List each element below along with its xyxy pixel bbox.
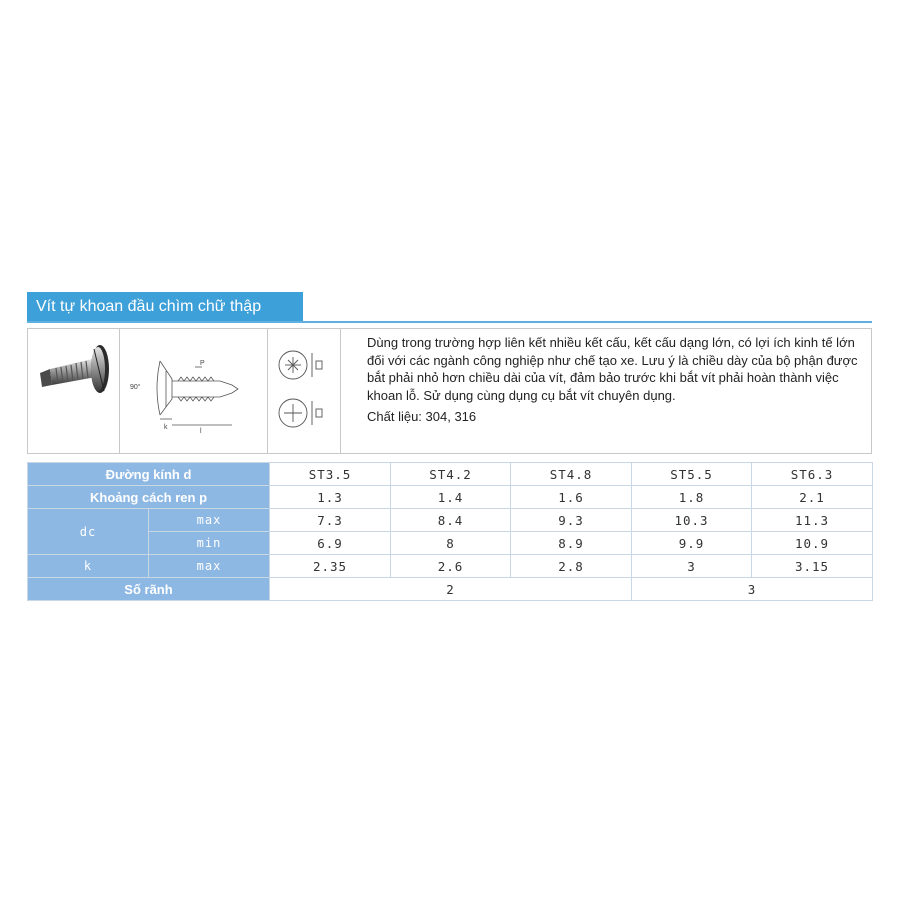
row-label-diameter: Đường kính d — [28, 463, 270, 486]
cell-pitch-3: 1.6 — [511, 486, 632, 509]
cell-k-max-1: 2.35 — [270, 555, 391, 578]
sublabel-dc-max: max — [149, 509, 270, 532]
description-text: Dùng trong trường hợp liên kết nhiều kết cấu, kết cấu dạng lớn, có lợi ích kinh tế lớn đối với các ngành công nghiệp như chế tạo xe. Lưu ý là chiều dày của bộ phận được bắt phải nhỏ hơn chiều dài của vít, đảm bảo trước khi bắt vít phải hoàn thành việc khoan lỗ. Sử dụng cùng dụng cụ bắt vít chuyên dụng. — [367, 335, 858, 403]
cell-diameter-1: ST3.5 — [270, 463, 391, 486]
label-angle: 90° — [130, 384, 141, 391]
table-row-dc-min — [28, 532, 873, 555]
label-k: k — [164, 424, 168, 431]
cell-diameter-5: ST6.3 — [752, 463, 873, 486]
material-text: Chất liệu: 304, 316 — [367, 409, 477, 424]
cell-diameter-4: ST5.5 — [632, 463, 752, 486]
title-underline — [27, 321, 872, 323]
cell-dc-max-2: 8.4 — [391, 509, 511, 532]
cell-pitch-2: 1.4 — [391, 486, 511, 509]
cell-slots-1: 2 — [270, 578, 632, 601]
cell-slots-2: 3 — [632, 578, 873, 601]
cell-k-max-4: 3 — [632, 555, 752, 578]
table-row-diameter — [28, 463, 873, 486]
cell-k-max-5: 3.15 — [752, 555, 873, 578]
cell-diameter-2: ST4.2 — [391, 463, 511, 486]
cell-dc-max-3: 9.3 — [511, 509, 632, 532]
technical-drawing — [120, 329, 268, 453]
cell-pitch-1: 1.3 — [270, 486, 391, 509]
head-views — [268, 329, 341, 453]
cell-pitch-4: 1.8 — [632, 486, 752, 509]
cell-k-max-2: 2.6 — [391, 555, 511, 578]
cell-dc-max-5: 11.3 — [752, 509, 873, 532]
sublabel-k-max: max — [149, 555, 270, 578]
table-row-k-max — [28, 555, 873, 578]
label-pitch: P — [200, 360, 205, 367]
cell-diameter-3: ST4.8 — [511, 463, 632, 486]
product-info-box — [27, 328, 872, 454]
table-row-pitch — [28, 486, 873, 509]
screw-photo — [28, 329, 120, 453]
table-row-dc-max — [28, 509, 873, 532]
label-length: l — [200, 428, 202, 435]
product-description — [341, 329, 871, 426]
sublabel-dc-min: min — [149, 532, 270, 555]
cell-dc-max-4: 10.3 — [632, 509, 752, 532]
spec-table — [27, 462, 873, 601]
row-label-dc: dc — [28, 509, 149, 555]
row-label-k: k — [28, 555, 149, 578]
section-title: Vít tự khoan đầu chìm chữ thập — [27, 292, 303, 322]
row-label-pitch: Khoảng cách ren p — [28, 486, 270, 509]
cell-dc-min-4: 9.9 — [632, 532, 752, 555]
row-label-slots: Số rãnh — [28, 578, 270, 601]
cell-dc-min-5: 10.9 — [752, 532, 873, 555]
cell-dc-min-2: 8 — [391, 532, 511, 555]
cell-dc-min-1: 6.9 — [270, 532, 391, 555]
cell-pitch-5: 2.1 — [752, 486, 873, 509]
cell-k-max-3: 2.8 — [511, 555, 632, 578]
cell-dc-min-3: 8.9 — [511, 532, 632, 555]
cell-dc-max-1: 7.3 — [270, 509, 391, 532]
table-row-slots — [28, 578, 873, 601]
